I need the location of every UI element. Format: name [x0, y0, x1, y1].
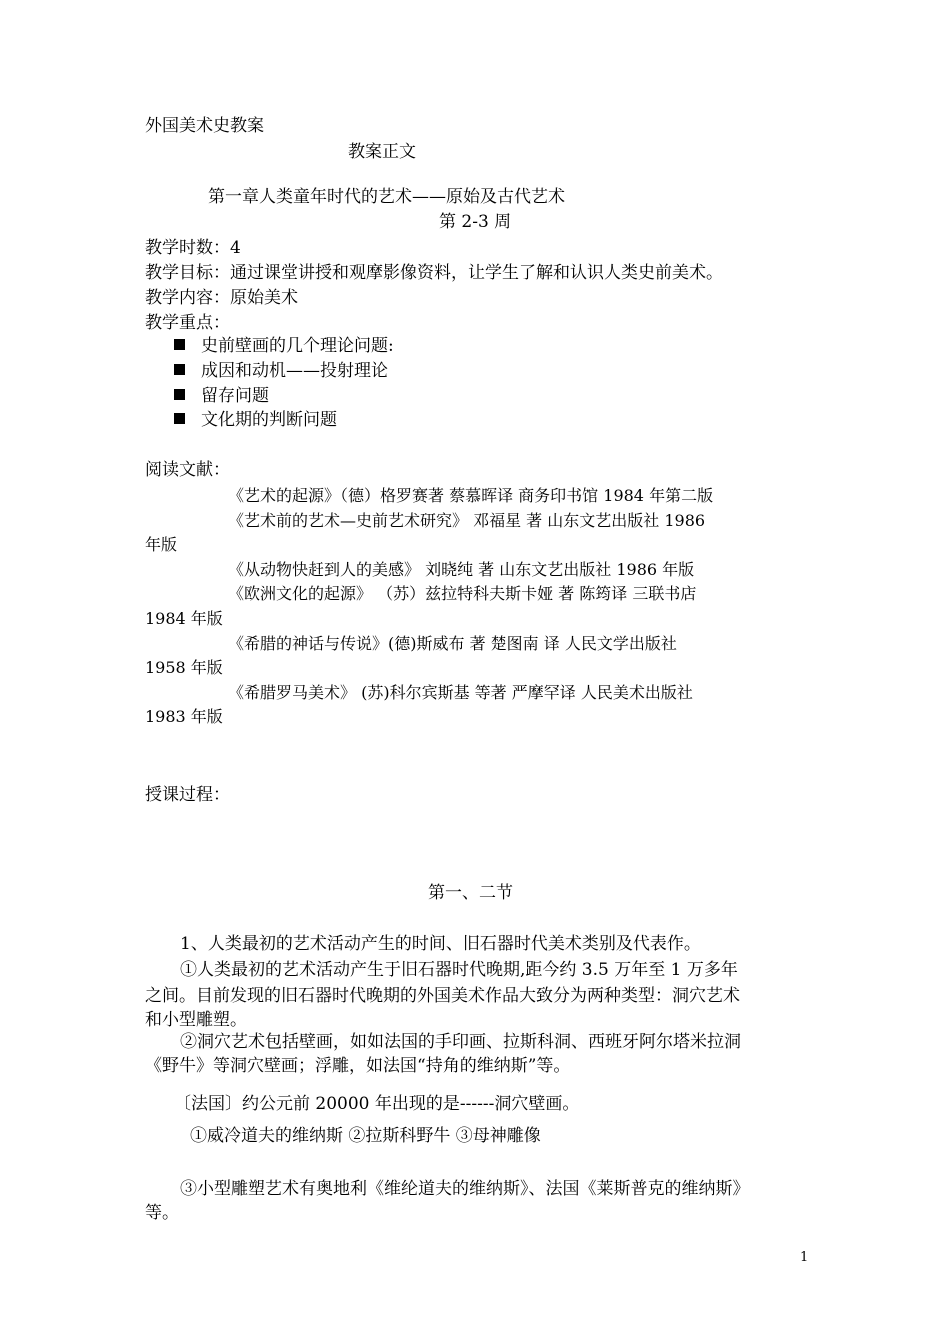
focus-point: 史前壁画的几个理论问题:: [174, 338, 394, 355]
body-paragraph: ①人类最初的艺术活动产生于旧石器时代晚期,距今约 3.5 万年至 1 万多年: [180, 960, 738, 980]
reference-item: 《艺术的起源》（德）格罗赛著 蔡慕晖译 商务印书馆 1984 年第二版: [228, 486, 714, 505]
body-paragraph: ③小型雕塑艺术有奥地利《维纶道夫的维纳斯》、法国《莱斯普克的维纳斯》: [180, 1179, 750, 1199]
reference-item: 《艺术前的艺术—史前艺术研究》 邓福星 著 山东文艺出版社 1986: [228, 511, 706, 530]
body-paragraph: ①威冷道夫的维纳斯 ②拉斯科野牛 ③母神雕像: [190, 1126, 541, 1146]
body-paragraph: 1、人类最初的艺术活动产生的时间、旧石器时代美术类别及代表作。: [180, 934, 701, 954]
body-paragraph-continued: 等。: [145, 1203, 179, 1223]
reading-label: 阅读文献：: [145, 460, 230, 480]
subtitle: 教案正文: [348, 142, 416, 162]
reference-item: 《希腊罗马美术》 (苏)科尔宾斯基 等著 严摩罕译 人民美术出版社: [228, 683, 693, 702]
reference-item: 《希腊的神话与传说》(德)斯威布 著 楚图南 译 人民文学出版社: [228, 634, 677, 653]
process-label: 授课过程：: [145, 785, 230, 805]
reference-item: 《欧洲文化的起源》 （苏）兹拉特科夫斯卡娅 著 陈筠译 三联书店: [228, 584, 697, 603]
page-number: 1: [800, 1250, 809, 1265]
bullet-square-icon: [174, 389, 185, 400]
body-paragraph-continued: 和小型雕塑。: [145, 1010, 247, 1030]
chapter-title: 第一章人类童年时代的艺术——原始及古代艺术: [208, 187, 565, 207]
teaching-focus-label: 教学重点：: [145, 313, 230, 333]
reference-item-continued: 1958 年版: [145, 658, 223, 677]
focus-point: 留存问题: [174, 388, 269, 405]
teaching-goal: 教学目标：通过课堂讲授和观摩影像资料，让学生了解和认识人类史前美术。: [145, 263, 723, 283]
body-paragraph: ②洞穴艺术包括壁画，如如法国的手印画、拉斯科洞、西班牙阿尔塔米拉洞: [180, 1032, 741, 1052]
focus-point: 成因和动机——投射理论: [174, 363, 388, 380]
body-paragraph-continued: 《野牛》等洞穴壁画；浮雕，如法国“持角的维纳斯”等。: [145, 1056, 571, 1076]
body-paragraph-continued: 之间。目前发现的旧石器时代晚期的外国美术作品大致分为两种类型：洞穴艺术: [145, 986, 740, 1006]
bullet-square-icon: [174, 413, 185, 424]
reference-item-continued: 1983 年版: [145, 707, 223, 726]
week-label: 第 2-3 周: [439, 212, 512, 232]
teaching-content: 教学内容：原始美术: [145, 288, 298, 308]
header-title: 外国美术史教案: [145, 116, 264, 136]
reference-item: 《从动物快赶到人的美感》 刘晓纯 著 山东文艺出版社 1986 年版: [228, 560, 695, 579]
reference-item-continued: 1984 年版: [145, 609, 223, 628]
bullet-square-icon: [174, 364, 185, 375]
focus-point: 文化期的判断问题: [174, 412, 337, 429]
teaching-hours: 教学时数：4: [145, 238, 241, 258]
reference-item-continued: 年版: [145, 535, 178, 554]
bullet-square-icon: [174, 339, 185, 350]
section-title: 第一、二节: [428, 883, 513, 903]
body-paragraph: 〔法国〕约公元前 20000 年出现的是------洞穴壁画。: [174, 1094, 580, 1114]
